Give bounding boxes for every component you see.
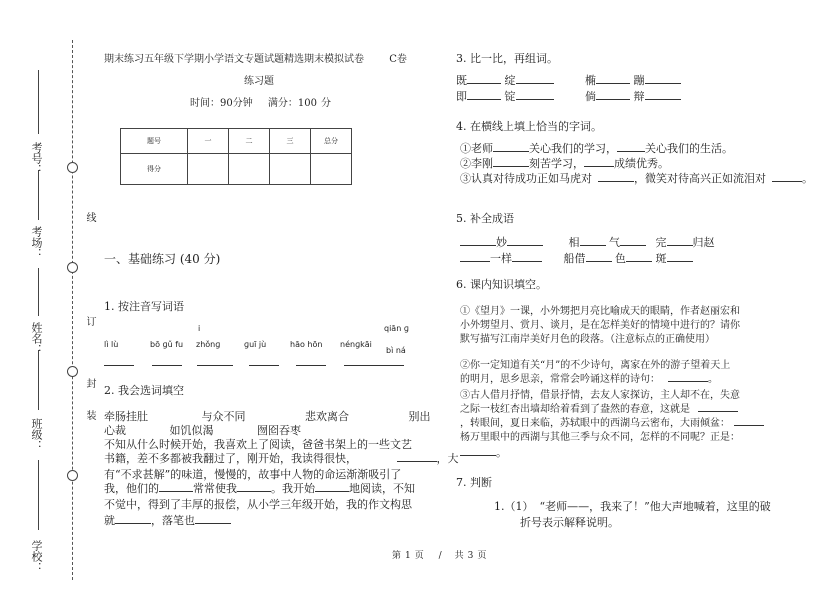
q7-title: 7. 判断 bbox=[456, 476, 492, 489]
pinyin-extra: i bbox=[198, 324, 201, 333]
name-field[interactable] bbox=[38, 268, 39, 316]
passage-line: 不知从什么时候开始，我喜欢上了阅读，爸爸书架上的一些文艺 bbox=[104, 438, 412, 451]
passage-line: 就 ，落笔也 bbox=[104, 512, 231, 528]
paragraph-line: 小外甥望月、赏月、谈月，是在怎样美好的情境中进行的？请你 bbox=[460, 320, 740, 331]
pinyin-item: bì ná bbox=[386, 346, 406, 355]
idiom-row: 妙 相 气 完 归赵 bbox=[460, 234, 715, 250]
fill-line: ①老师 关心我们的学习， 关心我们的生活。 bbox=[460, 142, 733, 155]
exam-no-field[interactable] bbox=[38, 70, 39, 134]
exam-room-field[interactable] bbox=[38, 170, 39, 220]
q6-title: 6. 课内知识填空。 bbox=[456, 278, 547, 291]
q2-title: 2. 我会选词填空 bbox=[104, 384, 184, 397]
judge-line: 1.（1） “老师——，我来了！”他大声地喊着，这里的破 bbox=[494, 500, 771, 513]
answer-blank: 。 bbox=[460, 444, 507, 460]
pinyin-item: nénɡkāi bbox=[340, 340, 372, 349]
exam-title: 期末练习五年级下学期小学语文专题试题精选期末模拟试卷 C卷 bbox=[104, 54, 407, 65]
paragraph-line: 杨万里眼中的西湖与其他三季与众不同，怎样的不同呢？正是： bbox=[460, 432, 740, 443]
passage-line: 有“不求甚解”的味道，慢慢的，故事中人物的命运渐渐吸引了 bbox=[104, 468, 402, 481]
exam-subtitle: 练习题 bbox=[244, 76, 274, 87]
score-table: 题号 一 二 三 总分 得分 bbox=[120, 128, 352, 185]
pinyin-item: lì lù bbox=[104, 340, 119, 349]
paragraph-line: 默写描写江南岸美好月色的段落。（注意标点的正确使用） bbox=[460, 334, 715, 345]
judge-line: 折号表示解释说明。 bbox=[520, 516, 619, 529]
pinyin-extra: qiān ɡ bbox=[384, 324, 409, 333]
passage-line: 不觉中，得到了丰厚的报偿，从小学三年级开始，我的作文构思 bbox=[104, 498, 412, 511]
paragraph-line: 的明月，思乡思亲，常常会吟诵这样的诗句： 。 bbox=[460, 374, 718, 385]
q4-title: 4. 在横线上填上恰当的字词。 bbox=[456, 120, 602, 133]
paragraph-line: ②你一定知道有关“月”的不少诗句，离家在外的游子望着天上 bbox=[460, 360, 731, 371]
compare-row: 即 锭 倘 辩 bbox=[456, 88, 681, 104]
binding-hole bbox=[67, 162, 78, 173]
q1-title: 1. 按注音写词语 bbox=[104, 300, 184, 313]
passage-line: 书籍，差不多都被我翻过了，刚开始，我读得很快， ，大 bbox=[104, 452, 459, 465]
section-heading: 一、基础练习 (40 分) bbox=[104, 252, 221, 266]
paragraph-line: ，转眼间，夏日来临，苏轼眼中的西湖乌云密布，大雨倾盆： bbox=[460, 414, 764, 429]
binding-line bbox=[72, 40, 73, 580]
binding-char: 封 bbox=[84, 378, 95, 388]
idiom-row: 一样 船借 色 斑 bbox=[460, 250, 693, 266]
word-bank-row: 心裁 如饥似渴 囫囵吞枣 bbox=[104, 424, 301, 437]
name-label: 姓名： bbox=[30, 322, 43, 355]
q3-title: 3. 比一比，再组词。 bbox=[456, 52, 558, 65]
class-field[interactable] bbox=[38, 350, 39, 410]
binding-hole bbox=[67, 366, 78, 377]
pinyin-item: zhǒnɡ bbox=[196, 340, 221, 349]
pinyin-item: ɡuī jù bbox=[244, 340, 267, 349]
paragraph-line: ①《望月》一课，小外甥把月亮比喻成天的眼睛，作者赵丽宏和 bbox=[460, 306, 740, 317]
binding-hole bbox=[67, 470, 78, 481]
class-label: 班级： bbox=[30, 418, 43, 451]
fill-line: ②李刚 刻苦学习， 成绩优秀。 bbox=[460, 157, 669, 170]
school-label: 学校： bbox=[30, 540, 43, 573]
exam-no-label: 考号： bbox=[30, 142, 43, 175]
q5-title: 5. 补全成语 bbox=[456, 212, 514, 225]
word-bank-row: 牵肠挂肚 与众不同 悲欢离合 别出 bbox=[104, 410, 431, 423]
binding-hole bbox=[67, 262, 78, 273]
answer-blanks bbox=[104, 356, 404, 369]
binding-char: 线 bbox=[84, 212, 95, 222]
fill-line: ③认真对待成功正如马虎对 ，微笑对待高兴正如流泪对 。 bbox=[460, 172, 813, 185]
compare-row: 既 绽 椭 蹦 bbox=[456, 72, 681, 88]
exam-room-label: 考场： bbox=[30, 226, 43, 259]
exam-time-score: 时间：90分钟 满分：100 分 bbox=[190, 98, 332, 109]
pinyin-item: bō ɡǔ fu bbox=[150, 340, 184, 349]
binding-char: 装 bbox=[84, 410, 95, 420]
school-field[interactable] bbox=[38, 460, 39, 530]
paragraph-line: ③古人借月抒情，借景抒情，去友人家探访，主人却不在，失意 bbox=[460, 390, 740, 401]
binding-char: 订 bbox=[84, 316, 95, 326]
passage-line: 我，他们的 常常使我 。我开始 地阅读，不知 bbox=[104, 482, 415, 495]
paragraph-line: 之际一枝红杏出墙却给着看到了盎然的春意，这就是 bbox=[460, 400, 738, 415]
pinyin-item: hāo hōn bbox=[290, 340, 323, 349]
page-footer: 第 1 页 / 共 3 页 bbox=[392, 551, 487, 561]
